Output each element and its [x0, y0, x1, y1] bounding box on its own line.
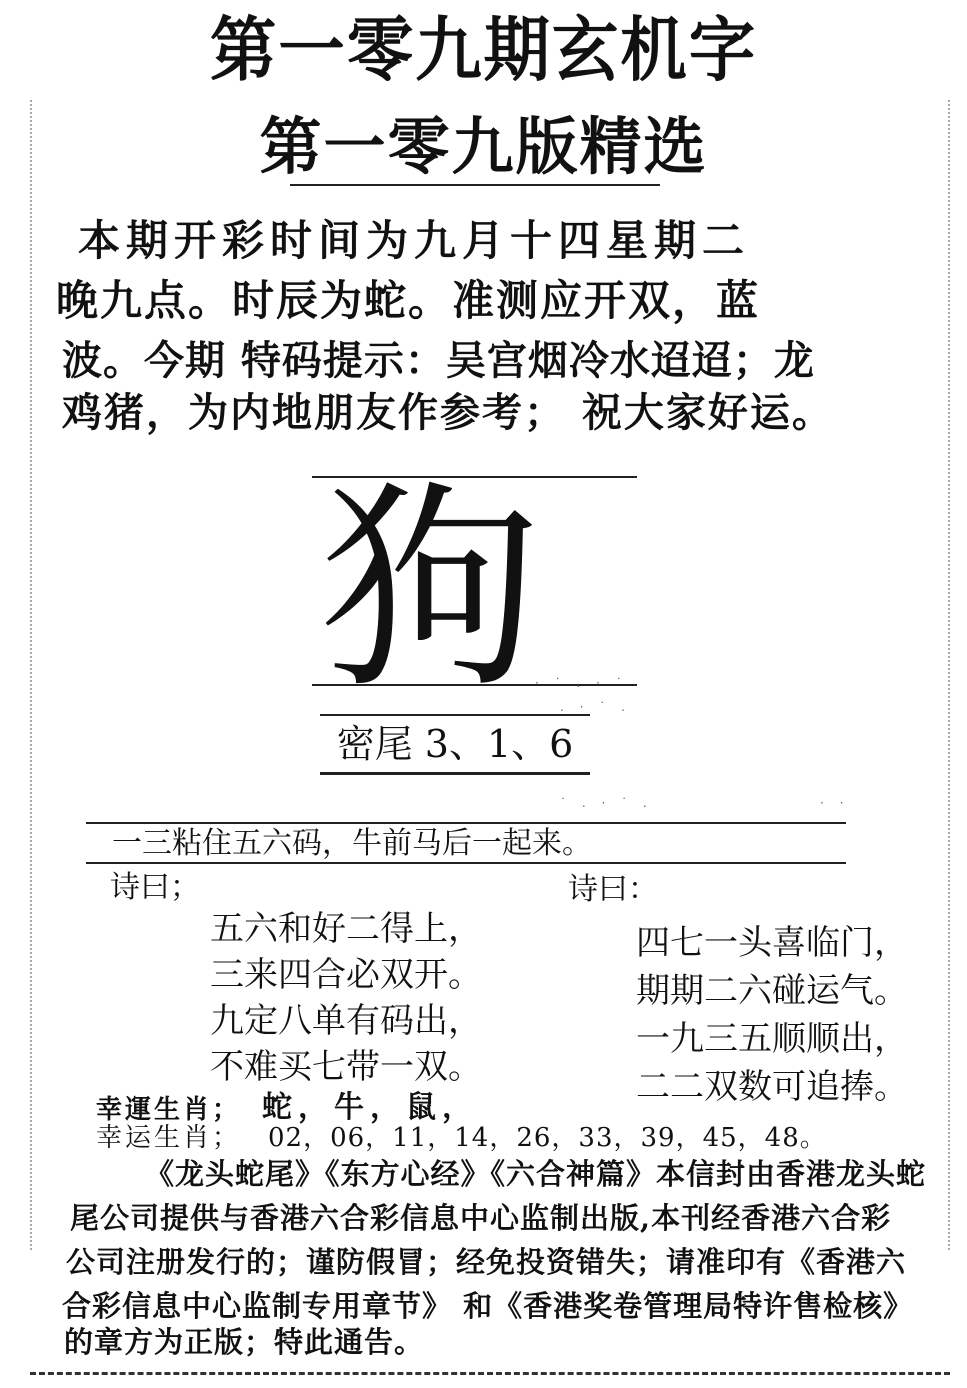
riddle-character: 狗 — [320, 462, 541, 718]
lucky-zodiac-label: 幸運生肖； — [96, 1095, 242, 1125]
poem-left-line: 九定八单有码出， — [210, 1001, 482, 1041]
hint-line: 一三粘住五六码，牛前马后一起来。 — [112, 826, 592, 861]
intro-line-4: 鸡猪，为内地朋友作参考； 祝大家好运。 — [62, 389, 834, 436]
page-title: 第一零九期玄机字 — [209, 9, 758, 91]
print-specks: . · ˙ . — [560, 700, 631, 714]
tail-numbers: 密尾 3、1、6 — [320, 714, 590, 775]
notice-line-3: 公司注册发行的；谨防假冒；经免投资错失；请准印有《香港六 — [66, 1245, 907, 1279]
intro-line-1: 本期开彩时间为九月十四星期二 — [78, 216, 751, 265]
lucky-zodiac-values: 蛇，牛，鼠， — [262, 1090, 478, 1125]
right-edge-dots — [948, 100, 950, 1250]
poem-left-line: 五六和好二得上， — [210, 909, 482, 949]
print-specks: ˙ . · ˙ . — [560, 796, 653, 810]
poem-right-line: 四七一头喜临门， — [636, 923, 908, 963]
poem-right-line: 一九三五顺顺出， — [636, 1019, 908, 1059]
intro-line-2: 晚九点。时辰为蛇。准测应开双，蓝 — [56, 276, 761, 325]
divider — [86, 822, 846, 824]
notice-line-5: 的章方为正版；特此通告。 — [64, 1325, 425, 1359]
bottom-dashed-border — [30, 1372, 950, 1375]
poem-left-heading: 诗曰； — [110, 870, 200, 905]
poem-right-line: 期期二六碰运气。 — [636, 971, 908, 1011]
divider — [86, 862, 846, 864]
intro-line-3: 波。今期 特码提示：吴宫烟冷水迢迢；龙 — [62, 337, 815, 384]
notice-line-2: 尾公司提供与香港六合彩信息中心监制出版,本刊经香港六合彩 — [70, 1201, 892, 1235]
lucky-numbers-values: 02，06，11，14，26，33，39，45，48。 — [268, 1123, 827, 1153]
print-specks: · · — [820, 796, 850, 810]
poem-left-line: 不难买七带一双。 — [210, 1047, 482, 1087]
notice-line-4: 合彩信息中心监制专用章节》 和《香港奖卷管理局特许售检核》 — [62, 1289, 914, 1323]
print-specks: · ˙ . · ˙ — [535, 676, 628, 690]
lucky-numbers-label: 幸运生肖； — [96, 1123, 242, 1153]
poem-left-line: 三来四合必双开。 — [210, 955, 482, 995]
poem-right-heading: 诗曰： — [568, 872, 658, 907]
divider — [290, 184, 660, 186]
notice-line-1: 《龙头蛇尾》《东方心经》《六合神篇》本信封由香港龙头蛇 — [145, 1157, 927, 1191]
page-subtitle: 第一零九版精选 — [259, 110, 708, 183]
poem-right-line: 二二双数可追捧。 — [636, 1067, 908, 1107]
left-edge-dots — [30, 100, 32, 1250]
